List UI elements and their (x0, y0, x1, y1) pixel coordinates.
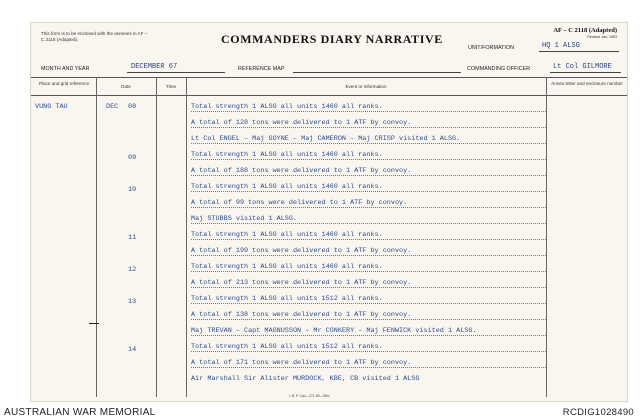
diary-entry: A total of 199 tons were delivered to 1 ATF by convoy. (191, 247, 412, 255)
column-divider (96, 77, 97, 397)
diary-entry: Total strength 1 ALSG all units 1460 all ranks. (191, 231, 383, 239)
month-entry: DEC (106, 103, 119, 111)
unit-label: UNIT/FORMATION (468, 45, 515, 51)
diary-entry: A total of 171 tons were delivered to 1 ATF by convoy. (191, 359, 412, 367)
date-entry: 09 (128, 154, 137, 162)
col-event-header: Event or information (345, 84, 387, 89)
diary-entry: A total of 188 tons were delivered to 1 ATF by convoy. (191, 167, 412, 175)
entry-rule (191, 271, 546, 272)
date-entry: 14 (128, 346, 137, 354)
officer-underline (550, 72, 621, 73)
entry-rule (191, 287, 546, 288)
diary-entry: Total strength 1 ALSG all units 1460 all ranks. (191, 103, 383, 111)
date-entry: 13 (128, 298, 137, 306)
column-divider (546, 77, 547, 397)
month-label: MONTH AND YEAR (41, 66, 90, 72)
unit-underline (539, 51, 619, 52)
entry-rule (191, 191, 546, 192)
entry-rule (191, 239, 546, 240)
diary-entry: Maj TREVAN – Capt MAGNUSSON – Mr CONKERY – Maj FENWICK visited 1 ALSG. (191, 327, 477, 335)
month-underline (127, 72, 225, 73)
entry-rule (191, 303, 546, 304)
header-bottom-rule (31, 95, 627, 96)
printer-imprint: I. B. P. Cav—271.65—55m (289, 394, 330, 398)
col-place-header: Place and grid reference (38, 81, 90, 86)
col-annex-header: Annex letter and enclosure number (551, 81, 623, 86)
diary-entry: A total of 128 tons were delivered to 1 ATF by convoy. (191, 119, 412, 127)
reference-map-label: REFERENCE MAP (238, 66, 285, 72)
date-entry: 08 (128, 103, 137, 111)
diary-entry: Total strength 1 ALSG all units 1512 all ranks. (191, 343, 383, 351)
column-divider (156, 77, 157, 397)
header-top-rule (31, 77, 627, 78)
diary-entry: Total strength 1 ALSG all units 1460 all ranks. (191, 263, 383, 271)
place-entry: VUNG TAU (35, 103, 68, 111)
month-value: DECEMBER 67 (131, 63, 178, 71)
date-entry: 12 (128, 266, 137, 274)
entry-rule (191, 111, 546, 112)
unit-value: HQ 1 ALSG (542, 42, 580, 50)
entry-rule (191, 255, 546, 256)
diary-entry: Lt Col ENGEL – Maj GOYNE – Maj CAMERON – Maj CRISP visited 1 ALSG. (191, 135, 461, 143)
archive-reference: RCDIG1028490 (562, 407, 634, 418)
document-title: COMMANDERS DIARY NARRATIVE (221, 32, 443, 46)
commanding-officer-label: COMMANDING OFFICER (467, 66, 531, 72)
entry-rule (191, 335, 546, 336)
col-time-header: Time (165, 84, 177, 89)
form-revision: Revised Jan, 1963 (587, 35, 617, 39)
diary-entry: Total strength 1 ALSG all units 1460 all ranks. (191, 183, 383, 191)
form-code: AF – C 2118 (Adapted) (553, 27, 617, 34)
date-entry: 11 (128, 234, 137, 242)
entry-rule (191, 319, 546, 320)
map-underline (293, 72, 461, 73)
diary-entry: A total of 138 tons were delivered to 1 ATF by convoy. (191, 311, 412, 319)
entry-rule (191, 367, 546, 368)
entry-rule (191, 143, 546, 144)
entry-rule (191, 159, 546, 160)
diary-entry: A total of 99 tons were delivered to 1 ATF by convoy. (191, 199, 408, 207)
archive-credit: AUSTRALIAN WAR MEMORIAL (4, 407, 156, 418)
commanding-officer-value: Lt Col GILMORE (553, 63, 612, 71)
date-entry: 10 (128, 186, 137, 194)
entry-rule (191, 127, 546, 128)
column-divider (186, 77, 187, 397)
margin-mark (89, 323, 99, 324)
diary-entry: A total of 213 tons were delivered to 1 ATF by convoy. (191, 279, 412, 287)
entry-rule (191, 207, 546, 208)
diary-entry: Total strength 1 ALSG all units 1460 all ranks. (191, 151, 383, 159)
entry-rule (191, 223, 546, 224)
form-note: This form is to be enclosed with the annexes in AF – C 2118 (Adapted). (41, 31, 148, 42)
col-date-header: Date (121, 84, 131, 89)
diary-entry: Maj STUBBS visited 1 ALSG. (191, 215, 298, 223)
diary-entry: Air Marshall Sir Alister MURDOCK, KBE, CB visited 1 ALSG (191, 375, 420, 383)
diary-sheet (30, 22, 628, 402)
entry-rule (191, 351, 546, 352)
entry-rule (191, 175, 546, 176)
diary-entry: Total strength 1 ALSG all units 1512 all ranks. (191, 295, 383, 303)
